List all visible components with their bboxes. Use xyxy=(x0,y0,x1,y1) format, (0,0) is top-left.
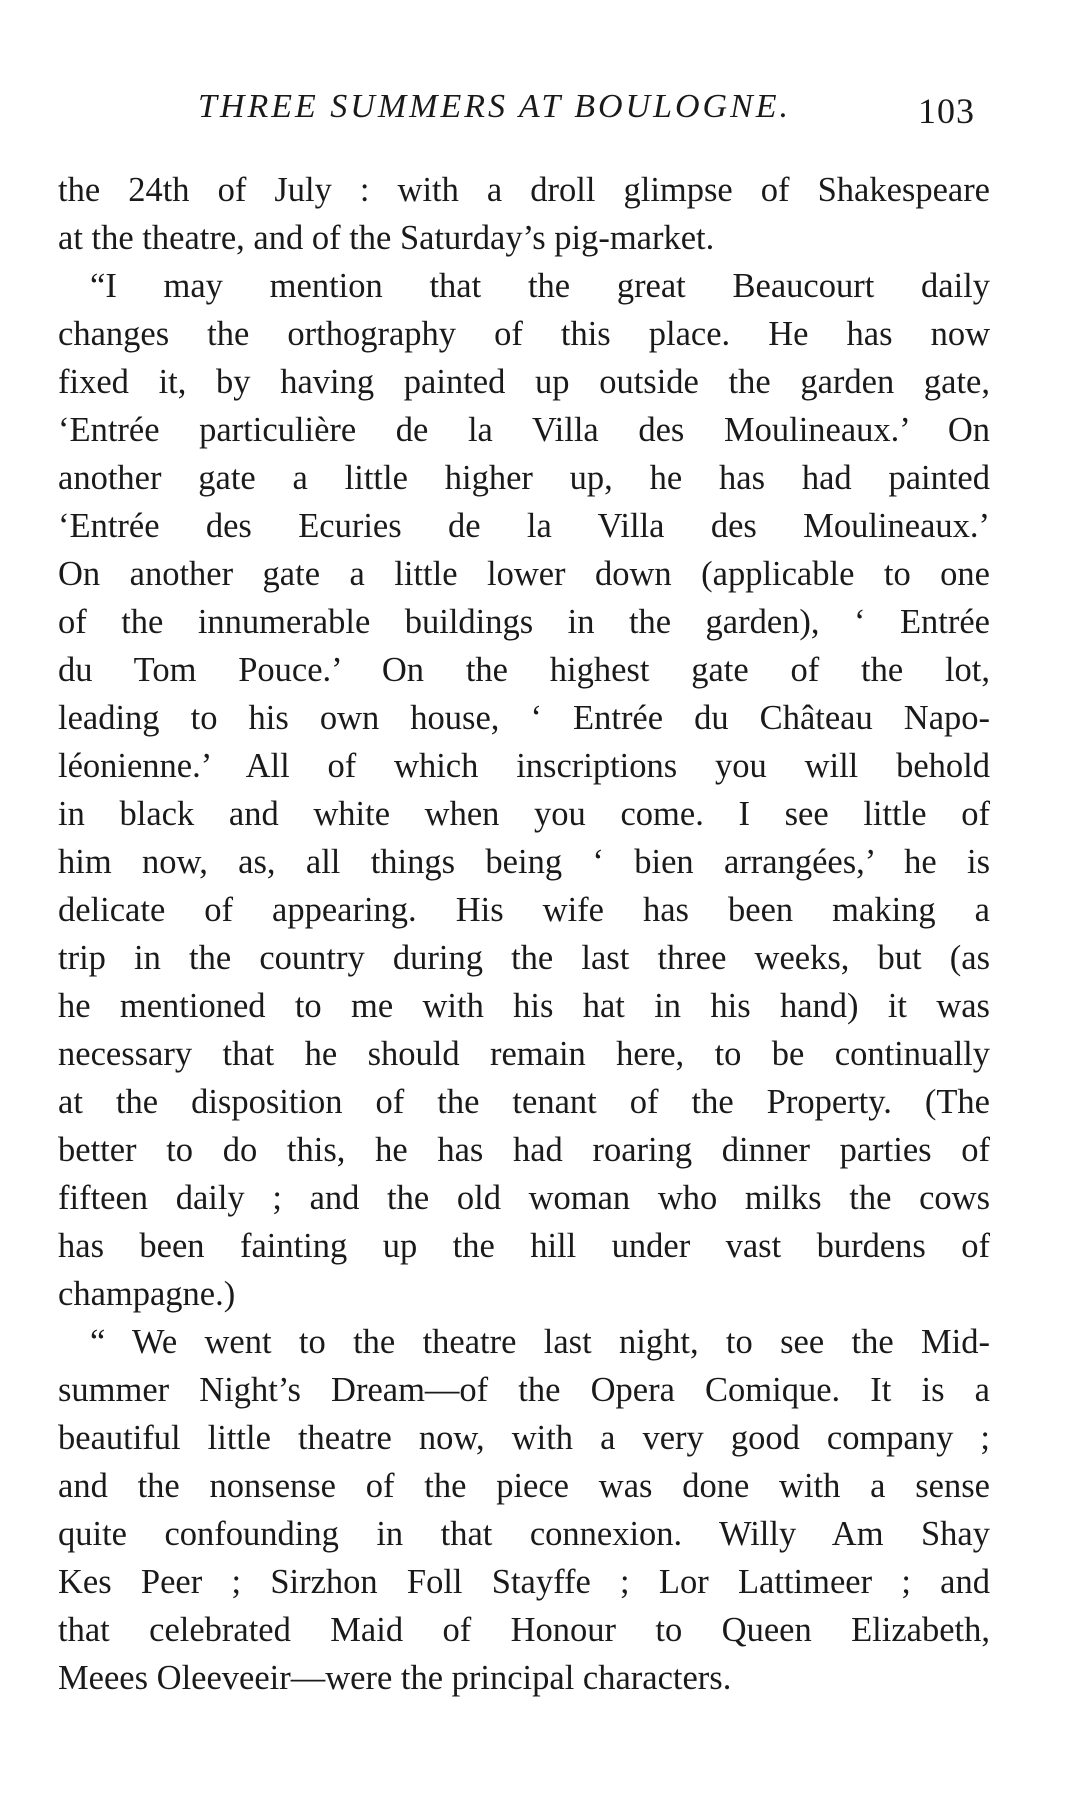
text-line: léonienne.’ All of which inscriptions you will behold xyxy=(58,747,990,785)
text-line: that celebrated Maid of Honour to Queen Elizabeth, xyxy=(58,1611,990,1649)
text-line: necessary that he should remain here, to be continually xyxy=(58,1035,990,1073)
text-line: delicate of appearing. His wife has been making a xyxy=(58,891,990,929)
text-line: “ We went to the theatre last night, to see the Mid- xyxy=(90,1323,990,1361)
text-line: at the disposition of the tenant of the Property. (The xyxy=(58,1083,990,1121)
running-head xyxy=(0,88,1073,131)
text-line: at the theatre, and of the Saturday’s pig-market. xyxy=(58,219,715,257)
text-line: in black and white when you come. I see little of xyxy=(58,795,990,833)
text-line: Meees Oleeveeir—were the principal characters. xyxy=(58,1659,732,1697)
text-line: trip in the country during the last three weeks, but (as xyxy=(58,939,990,977)
text-line: better to do this, he has had roaring dinner parties of xyxy=(58,1131,990,1169)
text-line: Kes Peer ; Sirzhon Foll Stayffe ; Lor Lattimeer ; and xyxy=(58,1563,990,1601)
text-line: fifteen daily ; and the old woman who milks the cows xyxy=(58,1179,990,1217)
text-line: ‘Entrée particulière de la Villa des Moulineaux.’ On xyxy=(58,411,990,449)
text-line: On another gate a little lower down (applicable to one xyxy=(58,555,990,593)
text-line: fixed it, by having painted up outside the garden gate, xyxy=(58,363,990,401)
text-line: champagne.) xyxy=(58,1275,236,1313)
text-line: him now, as, all things being ‘ bien arrangées,’ he is xyxy=(58,843,990,881)
text-line: ‘Entrée des Ecuries de la Villa des Moulineaux.’ xyxy=(58,507,990,545)
text-line: and the nonsense of the piece was done with a sense xyxy=(58,1467,990,1505)
text-line: summer Night’s Dream—of the Opera Comique. It is a xyxy=(58,1371,990,1409)
text-line: of the innumerable buildings in the garden), ‘ Entrée xyxy=(58,603,990,641)
text-line: du Tom Pouce.’ On the highest gate of the lot, xyxy=(58,651,990,689)
text-line: leading to his own house, ‘ Entrée du Château Napo- xyxy=(58,699,990,737)
text-line: changes the orthography of this place. He has now xyxy=(58,315,990,353)
text-line: “I may mention that the great Beaucourt daily xyxy=(90,267,990,305)
text-line: he mentioned to me with his hat in his hand) it was xyxy=(58,987,990,1025)
text-line: quite confounding in that connexion. Willy Am Shay xyxy=(58,1515,990,1553)
page-number: 103 xyxy=(918,91,975,131)
text-line: has been fainting up the hill under vast burdens of xyxy=(58,1227,990,1265)
text-line: the 24th of July : with a droll glimpse of Shakespeare xyxy=(58,171,990,209)
body-text xyxy=(58,166,990,1702)
text-line: beautiful little theatre now, with a very good company ; xyxy=(58,1419,990,1457)
text-line: another gate a little higher up, he has had painted xyxy=(58,459,990,497)
running-title: THREE SUMMERS AT BOULOGNE. xyxy=(198,88,792,125)
